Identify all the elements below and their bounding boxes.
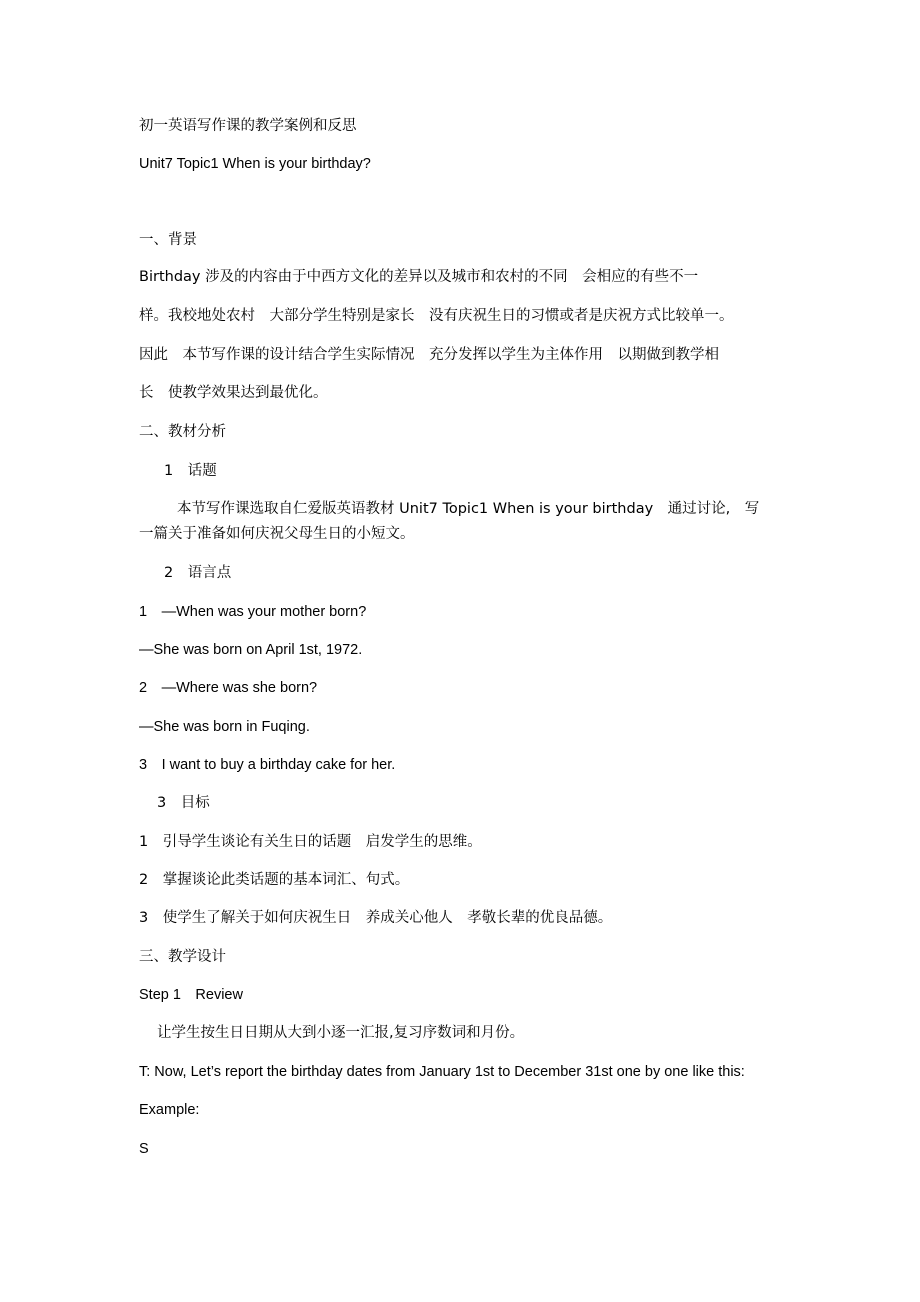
student-label: S — [139, 1141, 149, 1157]
teacher-line: T: Now, Let’s report the birthday dates from January 1st to December 31st one by one like this: — [139, 1064, 745, 1080]
language-point-2b: —She was born in Fuqing. — [139, 719, 310, 735]
design-heading: 三、教学设计 — [139, 949, 226, 965]
goal-item-1: 1 引导学生谈论有关生日的话题 启发学生的思维。 — [139, 834, 482, 850]
language-point-1b: —She was born on April 1st, 1972. — [139, 642, 363, 658]
step-1-heading: Step 1 Review — [139, 987, 243, 1003]
document-subtitle: Unit7 Topic1 When is your birthday? — [139, 156, 371, 172]
topic-heading: 1 话题 — [164, 463, 217, 479]
document-title: 初一英语写作课的教学案例和反思 — [139, 118, 357, 134]
background-heading: 一、背景 — [139, 232, 197, 248]
background-paragraph-line-2: 样。我校地处农村 大部分学生特别是家长 没有庆祝生日的习惯或者是庆祝方式比较单一。 — [139, 308, 734, 324]
goal-item-3: 3 使学生了解关于如何庆祝生日 养成关心他人 孝敬长辈的优良品德。 — [139, 910, 613, 926]
step-1-description: 让学生按生日日期从大到小逐一汇报,复习序数词和月份。 — [157, 1025, 525, 1041]
goal-item-2: 2 掌握谈论此类话题的基本词汇、句式。 — [139, 872, 410, 888]
goals-heading: 3 目标 — [157, 795, 210, 811]
language-point-1a: 1 —When was your mother born? — [139, 604, 367, 620]
background-paragraph-line-3: 因此 本节写作课的设计结合学生实际情况 充分发挥以学生为主体作用 以期做到教学相 — [139, 347, 719, 363]
language-point-3: 3 I want to buy a birthday cake for her. — [139, 757, 396, 773]
background-paragraph-line-4: 长 使教学效果达到最优化。 — [139, 385, 328, 401]
topic-paragraph-line-2: 一篇关于准备如何庆祝父母生日的小短文。 — [139, 526, 415, 542]
background-paragraph-line-1: Birthday 涉及的内容由于中西方文化的差异以及城市和农村的不同 会相应的有些不一 — [139, 269, 699, 285]
example-label: Example: — [139, 1102, 200, 1118]
analysis-heading: 二、教材分析 — [139, 424, 226, 440]
language-heading: 2 语言点 — [164, 565, 232, 581]
topic-paragraph-line-1: 本节写作课选取自仁爱版英语教材 Unit7 Topic1 When is your birthday 通过讨论, 写 — [177, 501, 760, 517]
language-point-2a: 2 —Where was she born? — [139, 680, 318, 696]
